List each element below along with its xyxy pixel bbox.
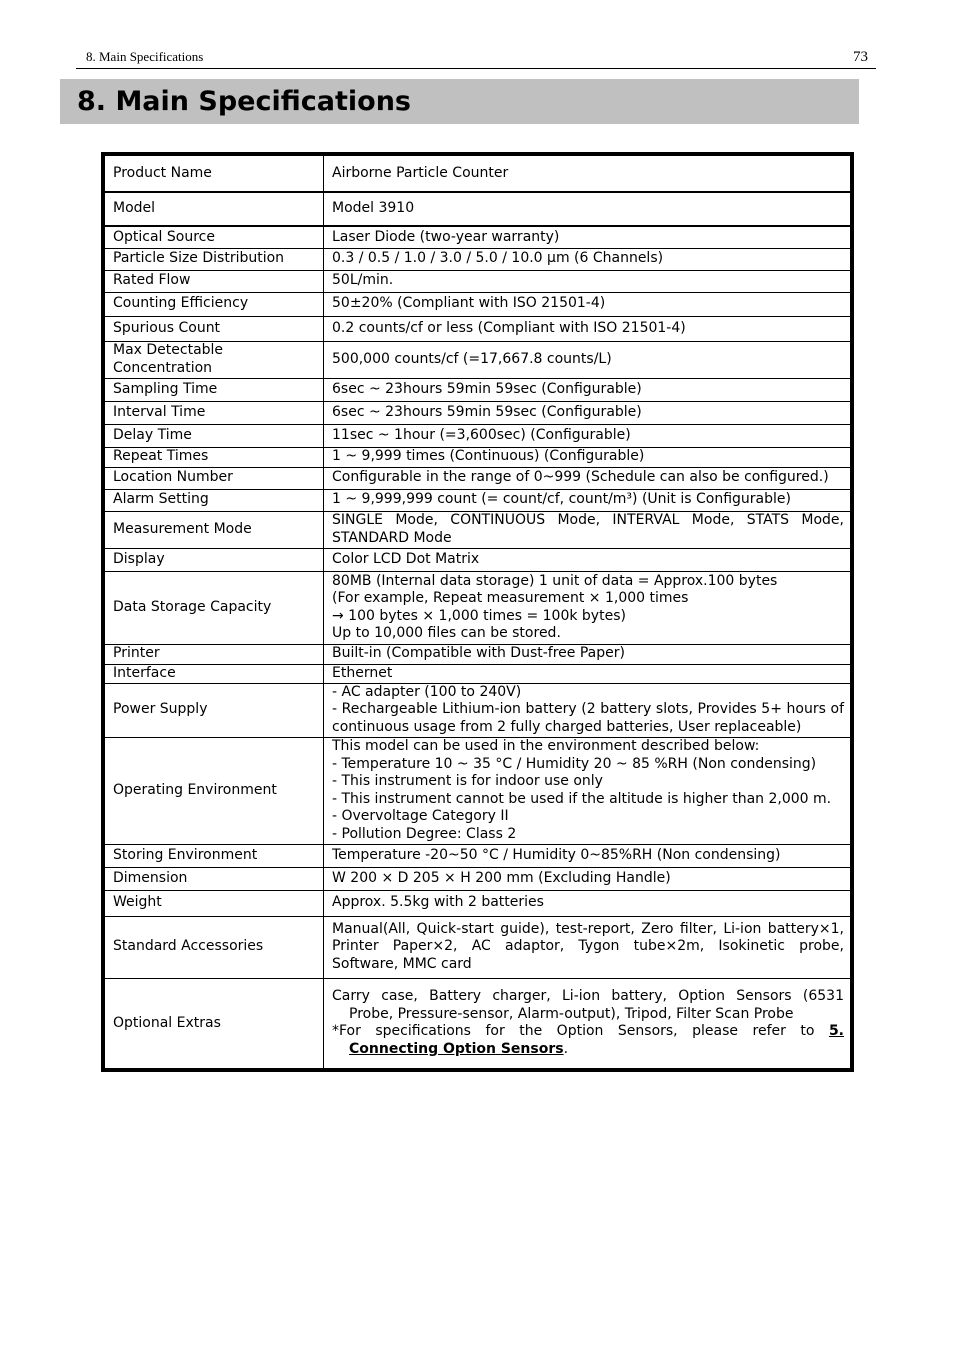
spec-value-line: - Temperature 10 ~ 35 °C / Humidity 20 ~ 85 %RH (Non condensing) — [332, 755, 817, 772]
spec-value-line: Probe, Pressure-sensor, Alarm-output), Tripod, Filter Scan Probe — [349, 1005, 794, 1022]
spec-label: Measurement Mode — [103, 511, 324, 548]
section-link-number[interactable]: 5. — [828, 1023, 844, 1040]
spec-value-line: (For example, Repeat measurement × 1,000 times — [332, 590, 689, 606]
spec-value: 11sec ~ 1hour (=3,600sec) (Configurable) — [324, 424, 853, 447]
spec-value — [324, 737, 853, 844]
spec-value: 500,000 counts/cf (=17,667.8 counts/L) — [324, 341, 853, 378]
table-row — [103, 548, 852, 571]
table-row — [103, 341, 852, 378]
table-row — [103, 401, 852, 424]
spec-label: Storing Environment — [103, 844, 324, 867]
spec-value: Approx. 5.5kg with 2 batteries — [324, 890, 853, 916]
spec-value-line: - This instrument is for indoor use only — [332, 773, 603, 789]
table-row — [103, 844, 852, 867]
table-row — [103, 737, 852, 844]
spec-label: Spurious Count — [103, 316, 324, 341]
table-row — [103, 248, 852, 270]
spec-label: Location Number — [103, 467, 324, 489]
spec-label: Data Storage Capacity — [103, 571, 324, 644]
spec-label-line: Max Detectable — [113, 342, 224, 358]
spec-value: SINGLE Mode, CONTINUOUS Mode, INTERVAL Mode, STATS Mode, STANDARD Mode — [324, 511, 853, 548]
title-bar — [60, 79, 859, 124]
spec-value: 6sec ~ 23hours 59min 59sec (Configurable) — [324, 401, 853, 424]
table-row — [103, 378, 852, 401]
running-header — [76, 44, 876, 69]
spec-label: Printer — [103, 644, 324, 664]
running-header-section: 8. Main Specifications — [86, 49, 204, 64]
note-text: *For specifications for the Option Sensors, please refer to — [332, 1023, 815, 1040]
spec-value — [324, 978, 853, 1070]
page-number: 73 — [853, 49, 868, 65]
spec-label: Optical Source — [103, 226, 324, 248]
spec-value — [324, 571, 853, 644]
spec-label: Display — [103, 548, 324, 571]
spec-value-line — [332, 1023, 844, 1041]
spec-value-line: → 100 bytes × 1,000 times = 100k bytes) — [332, 607, 626, 624]
spec-value: Configurable in the range of 0~999 (Schedule can also be configured.) — [324, 467, 853, 489]
table-row — [103, 644, 852, 664]
spec-value: Laser Diode (two-year warranty) — [324, 226, 853, 248]
table-row — [103, 511, 852, 548]
spec-label: Sampling Time — [103, 378, 324, 401]
spec-label: Interface — [103, 664, 324, 683]
spec-label: Repeat Times — [103, 447, 324, 467]
spec-label: Product Name — [103, 154, 324, 192]
table-row — [103, 192, 852, 226]
spec-label: Weight — [103, 890, 324, 916]
spec-label: Standard Accessories — [103, 916, 324, 978]
spec-value: 1 ~ 9,999,999 count (= count/cf, count/m³) (Unit is Configurable) — [324, 489, 853, 511]
spec-value: Color LCD Dot Matrix — [324, 548, 853, 571]
spec-value: Temperature -20~50 °C / Humidity 0~85%RH (Non condensing) — [324, 844, 853, 867]
table-row — [103, 316, 852, 341]
spec-value: 0.3 / 0.5 / 1.0 / 3.0 / 5.0 / 10.0 μm (6 Channels) — [324, 248, 853, 270]
spec-label: Model — [103, 192, 324, 226]
spec-label: Dimension — [103, 867, 324, 890]
spec-value: 6sec ~ 23hours 59min 59sec (Configurable) — [324, 378, 853, 401]
table-row — [103, 890, 852, 916]
spec-table — [101, 152, 854, 1072]
spec-value: Manual(All, Quick-start guide), test-report, Zero filter, Li-ion battery×1, Printer Paper×2, AC adaptor, Tygon tube×2m, Isokinetic probe, Software, MMC card — [324, 916, 853, 978]
spec-value: 50±20% (Compliant with ISO 21501-4) — [324, 292, 853, 316]
table-row — [103, 916, 852, 978]
table-row — [103, 154, 852, 192]
table-row — [103, 424, 852, 447]
page-title: 8. Main Specifications — [77, 86, 411, 117]
spec-label: Delay Time — [103, 424, 324, 447]
spec-label: Operating Environment — [103, 737, 324, 844]
table-row — [103, 664, 852, 683]
spec-value — [324, 683, 853, 737]
spec-value-line: This model can be used in the environment described below: — [332, 738, 760, 754]
spec-value: 50L/min. — [324, 270, 853, 292]
table-row — [103, 447, 852, 467]
spec-value-line — [332, 1041, 844, 1059]
spec-value: Airborne Particle Counter — [324, 154, 853, 192]
table-row — [103, 270, 852, 292]
spec-value-line: Up to 10,000 files can be stored. — [332, 625, 561, 641]
spec-label-line: Concentration — [113, 359, 213, 376]
spec-value: 1 ~ 9,999 times (Continuous) (Configurable) — [324, 447, 853, 467]
spec-label: Optional Extras — [103, 978, 324, 1070]
table-row — [103, 226, 852, 248]
spec-value: 0.2 counts/cf or less (Compliant with ISO 21501-4) — [324, 316, 853, 341]
spec-label: Rated Flow — [103, 270, 324, 292]
spec-value: Ethernet — [324, 664, 853, 683]
spec-value-line: Carry case, Battery charger, Li-ion battery, Option Sensors (6531 — [332, 988, 844, 1005]
spec-value-line: - This instrument cannot be used if the altitude is higher than 2,000 m. — [332, 790, 832, 807]
spec-value-line: - Overvoltage Category II — [332, 808, 509, 824]
spec-label: Power Supply — [103, 683, 324, 737]
spec-label: Particle Size Distribution — [103, 248, 324, 270]
table-row — [103, 867, 852, 890]
table-row — [103, 571, 852, 644]
spec-value: W 200 × D 205 × H 200 mm (Excluding Handle) — [324, 867, 853, 890]
table-row — [103, 292, 852, 316]
spec-label: Alarm Setting — [103, 489, 324, 511]
spec-value-line: - Pollution Degree: Class 2 — [332, 825, 517, 842]
note-end: . — [563, 1040, 569, 1057]
spec-value: Built-in (Compatible with Dust-free Paper) — [324, 644, 853, 664]
spec-value-line: 80MB (Internal data storage) 1 unit of data = Approx.100 bytes — [332, 572, 778, 589]
spec-label: Interval Time — [103, 401, 324, 424]
section-link[interactable]: Connecting Option Sensors — [349, 1040, 564, 1057]
table-row — [103, 467, 852, 489]
spec-label: Counting Efficiency — [103, 292, 324, 316]
table-row — [103, 489, 852, 511]
spec-value-line: - AC adapter (100 to 240V) — [332, 683, 522, 700]
spec-label — [103, 341, 324, 378]
spec-value: Model 3910 — [324, 192, 853, 226]
table-row — [103, 683, 852, 737]
table-row — [103, 978, 852, 1070]
spec-value-line: - Rechargeable Lithium-ion battery (2 battery slots, Provides 5+ hours of continuous usage from 2 fully charged batteries, User replaceable) — [332, 701, 844, 735]
